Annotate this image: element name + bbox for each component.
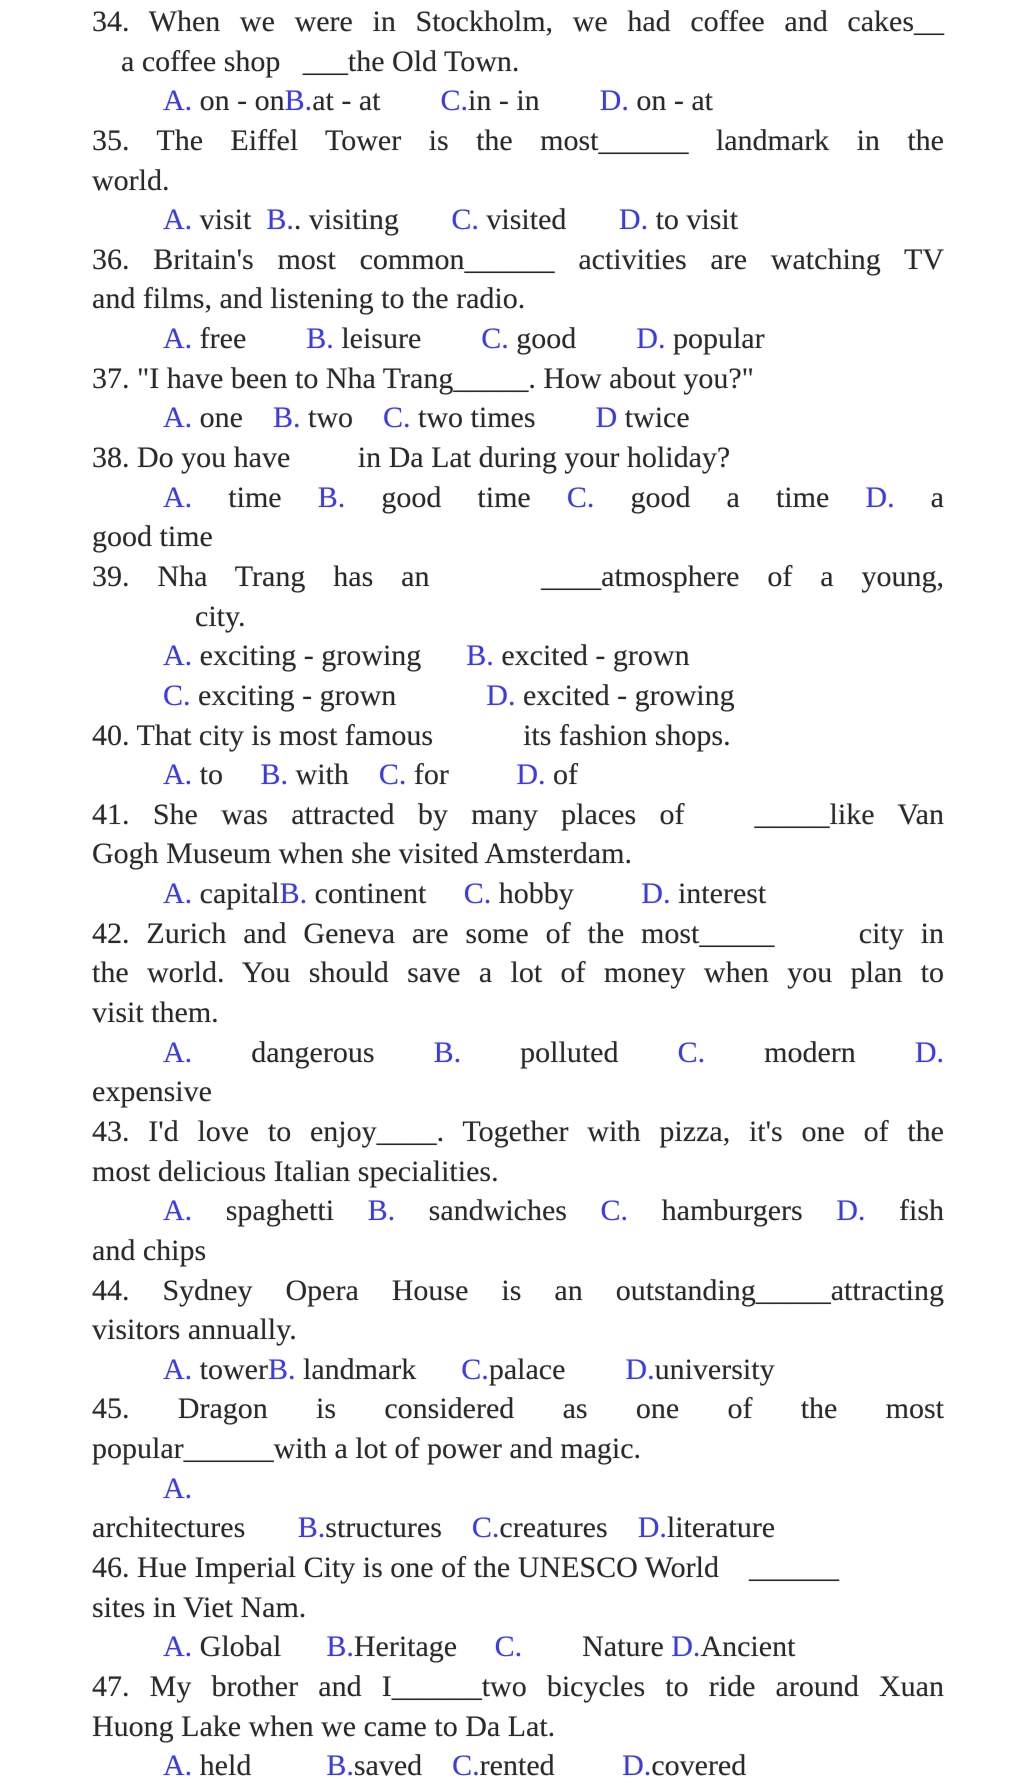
text-run: visitors annually. xyxy=(92,1313,297,1347)
text-run: in - in xyxy=(468,84,600,118)
option-line xyxy=(92,874,944,914)
text-run: university xyxy=(654,1352,775,1386)
question-41 xyxy=(92,795,944,914)
text-run: and chips xyxy=(92,1233,207,1267)
text-run: 39. Nha Trang has an ____atmosphere of a young, xyxy=(92,559,944,593)
option-letter: D. xyxy=(599,84,629,118)
option-line xyxy=(92,1746,944,1786)
stem-line xyxy=(92,1588,944,1628)
text-run: twice xyxy=(617,401,690,435)
question-37 xyxy=(92,359,944,438)
option-letter: A. xyxy=(163,877,193,911)
text-run: palace xyxy=(488,1352,626,1386)
text-run: rented xyxy=(479,1749,623,1783)
text-run: visit xyxy=(192,203,267,237)
stem-line xyxy=(92,121,944,161)
stem-line xyxy=(92,161,944,201)
stem-line xyxy=(92,1389,944,1429)
stem-line xyxy=(92,359,944,399)
option-letter: D. xyxy=(641,877,671,911)
question-47 xyxy=(92,1667,944,1786)
option-letter: A. xyxy=(163,639,193,673)
option-letter: B. xyxy=(266,203,294,237)
option-letter: B. xyxy=(284,84,313,118)
option-letter: D. xyxy=(865,480,895,514)
stem-line xyxy=(92,1072,944,1112)
text-run: on - at xyxy=(628,84,713,118)
text-run: tower xyxy=(192,1352,268,1386)
option-letter: C. xyxy=(378,758,407,792)
question-42 xyxy=(92,914,944,1112)
text-run: sites in Viet Nam. xyxy=(92,1590,307,1624)
option-letter: B. xyxy=(306,322,334,356)
stem-line xyxy=(92,1112,944,1152)
option-letter: C. xyxy=(163,678,191,712)
text-run: Gogh Museum when she visited Amsterdam. xyxy=(92,837,632,871)
text-run: sandwiches xyxy=(395,1194,601,1228)
stem-line xyxy=(92,557,944,597)
question-40 xyxy=(92,716,944,795)
option-letter: B. xyxy=(260,758,289,792)
option-letter: C. xyxy=(383,401,411,435)
question-39 xyxy=(92,557,944,716)
text-run: architectures xyxy=(92,1511,298,1545)
option-letter: D. xyxy=(637,1511,667,1545)
text-run: excited - grown xyxy=(493,639,690,673)
text-run: 34. When we were in Stockholm, we had coffee and cakes__ xyxy=(92,5,944,38)
text-run: dangerous xyxy=(192,1035,434,1069)
option-letter: A. xyxy=(163,1352,193,1386)
option-letter: A. xyxy=(163,401,193,435)
text-run: a xyxy=(894,480,944,514)
option-letter: A. xyxy=(163,1749,193,1783)
option-letter: A. xyxy=(163,1035,193,1069)
text-run: on - on xyxy=(192,84,285,118)
option-line xyxy=(92,398,944,438)
text-run: most delicious Italian specialities. xyxy=(92,1154,499,1188)
text-run: a coffee shop ___the Old Town. xyxy=(121,44,520,78)
text-run: structures xyxy=(325,1511,472,1545)
text-run: 47. My brother and I______two bicycles to ride around Xuan xyxy=(92,1669,944,1703)
option-letter: C. xyxy=(461,1352,489,1386)
stem-line xyxy=(92,240,944,280)
question-36 xyxy=(92,240,944,359)
stem-line xyxy=(92,1310,944,1350)
option-letter: D. xyxy=(486,678,516,712)
option-line xyxy=(92,478,944,518)
text-run: exciting - growing xyxy=(192,639,467,673)
option-letter: C. xyxy=(452,1749,480,1783)
text-run: hamburgers xyxy=(628,1194,837,1228)
stem-line xyxy=(92,1231,944,1271)
text-run: the world. You should save a lot of money when you plan to xyxy=(92,956,944,990)
text-run: polluted xyxy=(461,1035,678,1069)
option-letter: A. xyxy=(163,1630,193,1664)
text-run: good a time xyxy=(594,480,866,514)
stem-line xyxy=(92,2,944,42)
text-run: to visit xyxy=(648,203,739,237)
text-run: fish xyxy=(865,1194,944,1228)
text-run: good xyxy=(508,322,637,356)
option-line xyxy=(92,1469,944,1509)
text-run: exciting - grown xyxy=(190,678,487,712)
text-run: two xyxy=(300,401,384,435)
option-letter: B. xyxy=(273,401,301,435)
text-run: and films, and listening to the radio. xyxy=(92,282,526,316)
text-run: Heritage xyxy=(353,1630,495,1664)
option-letter: D. xyxy=(636,322,666,356)
text-run: continent xyxy=(307,877,464,911)
question-35 xyxy=(92,121,944,240)
stem-line xyxy=(92,517,944,557)
stem-line xyxy=(92,279,944,319)
text-run: 35. The Eiffel Tower is the most______ landmark in the xyxy=(92,123,944,157)
text-run: city. xyxy=(195,599,246,633)
text-run: landmark xyxy=(295,1352,462,1386)
stem-line xyxy=(92,42,944,82)
text-run: held xyxy=(192,1749,327,1783)
option-line xyxy=(92,319,944,359)
stem-line xyxy=(92,834,944,874)
option-letter: D. xyxy=(914,1035,945,1069)
option-letter: D xyxy=(595,401,618,435)
option-letter: C. xyxy=(600,1194,629,1228)
option-letter: B. xyxy=(279,877,308,911)
text-run: covered xyxy=(651,1749,747,1783)
option-line xyxy=(92,676,944,716)
option-letter: C. xyxy=(471,1511,500,1545)
question-44 xyxy=(92,1271,944,1390)
option-letter: C. xyxy=(481,322,509,356)
stem-line xyxy=(92,993,944,1033)
text-run: of xyxy=(545,758,579,792)
text-run: Huong Lake when we came to Da Lat. xyxy=(92,1709,556,1743)
text-run: capital xyxy=(192,877,280,911)
text-run: with xyxy=(288,758,379,792)
question-43 xyxy=(92,1112,944,1271)
stem-line xyxy=(92,914,944,954)
option-line xyxy=(92,755,944,795)
text-run: modern xyxy=(705,1035,915,1069)
option-letter: B. xyxy=(267,1352,296,1386)
question-34 xyxy=(92,2,944,121)
option-letter: A. xyxy=(163,203,193,237)
option-letter: A. xyxy=(163,1471,193,1505)
text-run: 42. Zurich and Geneva are some of the most_____ city in xyxy=(92,916,944,950)
option-letter: A. xyxy=(163,758,193,792)
option-line xyxy=(92,81,944,121)
option-letter: B. xyxy=(317,480,346,514)
text-run: visited xyxy=(478,203,619,237)
stem-line xyxy=(92,1429,944,1469)
stem-line xyxy=(92,1271,944,1311)
text-run: Global xyxy=(192,1630,327,1664)
option-letter: B. xyxy=(326,1749,354,1783)
text-run: 38. Do you have in Da Lat during your holiday? xyxy=(92,441,731,475)
stem-line xyxy=(92,1152,944,1192)
option-letter: D. xyxy=(836,1194,866,1228)
question-46 xyxy=(92,1548,944,1667)
option-letter: D. xyxy=(671,1630,701,1664)
text-run: world. xyxy=(92,163,170,197)
option-letter: D. xyxy=(516,758,546,792)
text-run: good time xyxy=(345,480,567,514)
option-letter: C. xyxy=(566,480,595,514)
text-run: popular xyxy=(665,322,765,356)
option-letter: B. xyxy=(466,639,494,673)
stem-line xyxy=(92,1707,944,1747)
text-run: 36. Britain's most common______ activities are watching TV xyxy=(92,242,944,276)
text-run: to xyxy=(192,758,261,792)
text-run: time xyxy=(192,480,318,514)
stem-line xyxy=(92,438,944,478)
option-line xyxy=(92,1508,944,1548)
stem-line xyxy=(92,1548,944,1588)
text-run: Ancient xyxy=(700,1630,796,1664)
option-letter: D. xyxy=(618,203,649,237)
option-letter: A. xyxy=(163,322,193,356)
text-run: Nature xyxy=(522,1630,672,1664)
text-run: excited - growing xyxy=(515,678,735,712)
option-letter: C. xyxy=(440,84,468,118)
option-letter: C. xyxy=(451,203,479,237)
option-letter: B. xyxy=(326,1630,354,1664)
text-run: good time xyxy=(92,520,213,554)
text-run: free xyxy=(192,322,307,356)
option-line xyxy=(92,1627,944,1667)
text-run: spaghetti xyxy=(192,1194,368,1228)
text-run: for xyxy=(406,758,517,792)
option-letter: C. xyxy=(677,1035,706,1069)
text-run: 45. Dragon is considered as one of the most xyxy=(92,1392,944,1426)
option-letter: A. xyxy=(163,1194,193,1228)
text-run: leisure xyxy=(333,322,482,356)
text-run: visit them. xyxy=(92,996,219,1030)
option-letter: C. xyxy=(463,877,492,911)
stem-line xyxy=(92,795,944,835)
text-run: popular______with a lot of power and magic. xyxy=(92,1432,642,1466)
text-run: 46. Hue Imperial City is one of the UNESCO World ______ xyxy=(92,1550,839,1584)
option-line xyxy=(92,1191,944,1231)
option-line xyxy=(92,1033,944,1073)
option-letter: A. xyxy=(163,84,193,118)
option-letter: D. xyxy=(625,1352,655,1386)
option-letter: D. xyxy=(622,1749,652,1783)
option-letter: A. xyxy=(163,480,193,514)
text-run: . visiting xyxy=(293,203,452,237)
text-run: interest xyxy=(670,877,767,911)
option-letter: B. xyxy=(433,1035,462,1069)
stem-line xyxy=(92,953,944,993)
text-run: one xyxy=(192,401,273,435)
question-45 xyxy=(92,1389,944,1548)
stem-line xyxy=(92,597,944,637)
option-line xyxy=(92,1350,944,1390)
text-run: 41. She was attracted by many places of _____like Van xyxy=(92,797,944,831)
text-run: expensive xyxy=(92,1075,212,1109)
option-letter: B. xyxy=(367,1194,396,1228)
option-line xyxy=(92,636,944,676)
text-run: at - at xyxy=(312,84,441,118)
option-letter: B. xyxy=(297,1511,326,1545)
question-38 xyxy=(92,438,944,557)
text-run: 44. Sydney Opera House is an outstanding_____attracting xyxy=(92,1273,944,1307)
text-run: two times xyxy=(410,401,596,435)
option-letter: C. xyxy=(494,1630,523,1664)
text-run: creatures xyxy=(499,1511,638,1545)
stem-line xyxy=(92,1667,944,1707)
text-run: literature xyxy=(666,1511,776,1545)
text-run: 40. That city is most famous its fashion shops. xyxy=(92,718,731,752)
text-run: 37. "I have been to Nha Trang_____. How about you?" xyxy=(92,361,754,395)
stem-line xyxy=(92,716,944,756)
text-run: 43. I'd love to enjoy____. Together with pizza, it's one of the xyxy=(92,1114,944,1148)
text-run: hobby xyxy=(491,877,642,911)
option-line xyxy=(92,200,944,240)
text-run: saved xyxy=(353,1749,453,1783)
